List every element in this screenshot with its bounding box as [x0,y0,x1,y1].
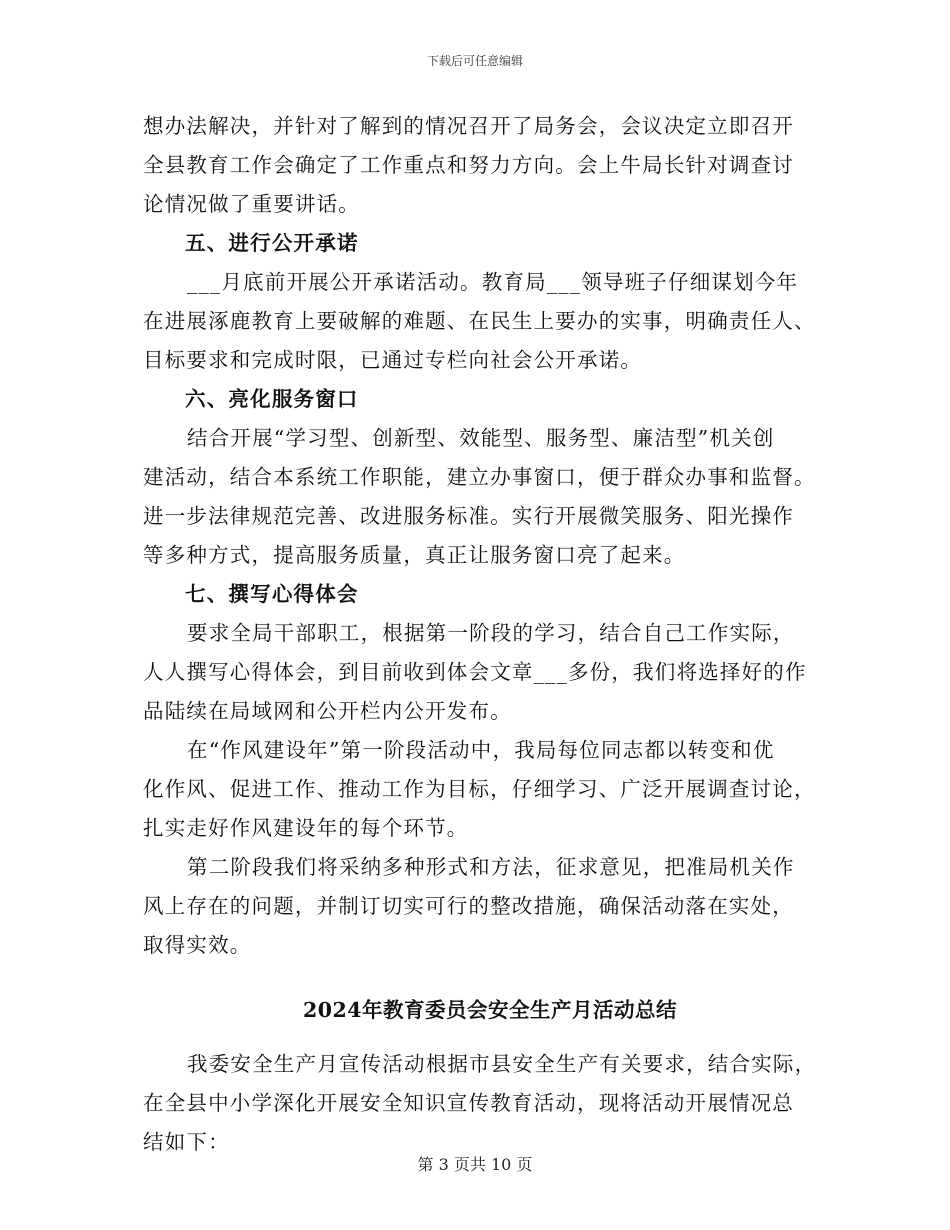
paragraph-line: 进一步法律规范完善、改进服务标准。实行开展微笑服务、阳光操作 [143,504,794,528]
paragraph [143,263,843,380]
paragraph-line: 在进展涿鹿教育上要破解的难题、在民生上要办的实事，明确责任人、 [143,309,816,333]
paragraph-line: 取得实效。 [143,933,252,957]
paragraph-line: 结合开展“学习型、创新型、效能型、服务型、廉洁型”机关创 [187,426,775,450]
paragraph-line: 化作风、促进工作、推动工作为目标，仔细学习、广泛开展调查讨论， [143,777,816,801]
paragraph [143,107,843,224]
page-header: 下载后可任意编辑 [426,54,523,68]
paragraph-line: 要求全局干部职工，根据第一阶段的学习，结合自己工作实际， [187,621,795,645]
paragraph-line: ___月底前开展公开承诺活动。教育局___领导班子仔细谋划今年 [187,270,799,294]
paragraph-line: 风上存在的问题，并制订切实可行的整改措施，确保活动落在实处， [143,894,794,918]
paragraph-line: 论情况做了重要讲话。 [143,192,360,216]
paragraph-line: 建活动，结合本系统工作职能，建立办事窗口，便于群众办事和监督。 [143,465,816,489]
section-heading: 五、进行公开承诺 [185,231,359,255]
paragraph-line: 品陆续在局域网和公开栏内公开发布。 [143,699,512,723]
paragraph-line: 全县教育工作会确定了工作重点和努力方向。会上牛局长针对调查讨 [143,153,794,177]
paragraph-line: 在“作风建设年”第一阶段活动中，我局每位同志都以转变和优 [187,738,775,762]
paragraph [143,419,843,575]
document-title: 2024年教育委员会安全生产月活动总结 [302,998,678,1022]
paragraph-line: 等多种方式，提高服务质量，真正让服务窗口亮了起来。 [143,543,686,567]
paragraph-line: 人人撰写心得体会，到目前收到体会文章___多份，我们将选择好的作 [143,660,807,684]
paragraph-line: 第二阶段我们将采纳多种形式和方法，征求意见，把准局机关作 [187,855,795,879]
page-footer: 第 3 页共 10 页 [417,1155,533,1174]
section-heading: 六、亮化服务窗口 [185,387,359,411]
paragraph [143,848,843,965]
paragraph-line: 想办法解决，并针对了解到的情况召开了局务会，会议决定立即召开 [143,114,794,138]
paragraph-line: 目标要求和完成时限，已通过专栏向社会公开承诺。 [143,348,643,372]
section-heading: 七、撰写心得体会 [185,582,359,606]
paragraph-line: 我委安全生产月宣传活动根据市县安全生产有关要求，结合实际， [187,1052,817,1076]
paragraph [143,614,843,731]
paragraph-line: 扎实走好作风建设年的每个环节。 [143,816,469,840]
paragraph-line: 结如下： [143,1130,230,1154]
paragraph [143,731,843,848]
paragraph [143,1045,843,1162]
paragraph-line: 在全县中小学深化开展安全知识宣传教育活动，现将活动开展情况总 [143,1091,794,1115]
document-body [143,107,843,1162]
